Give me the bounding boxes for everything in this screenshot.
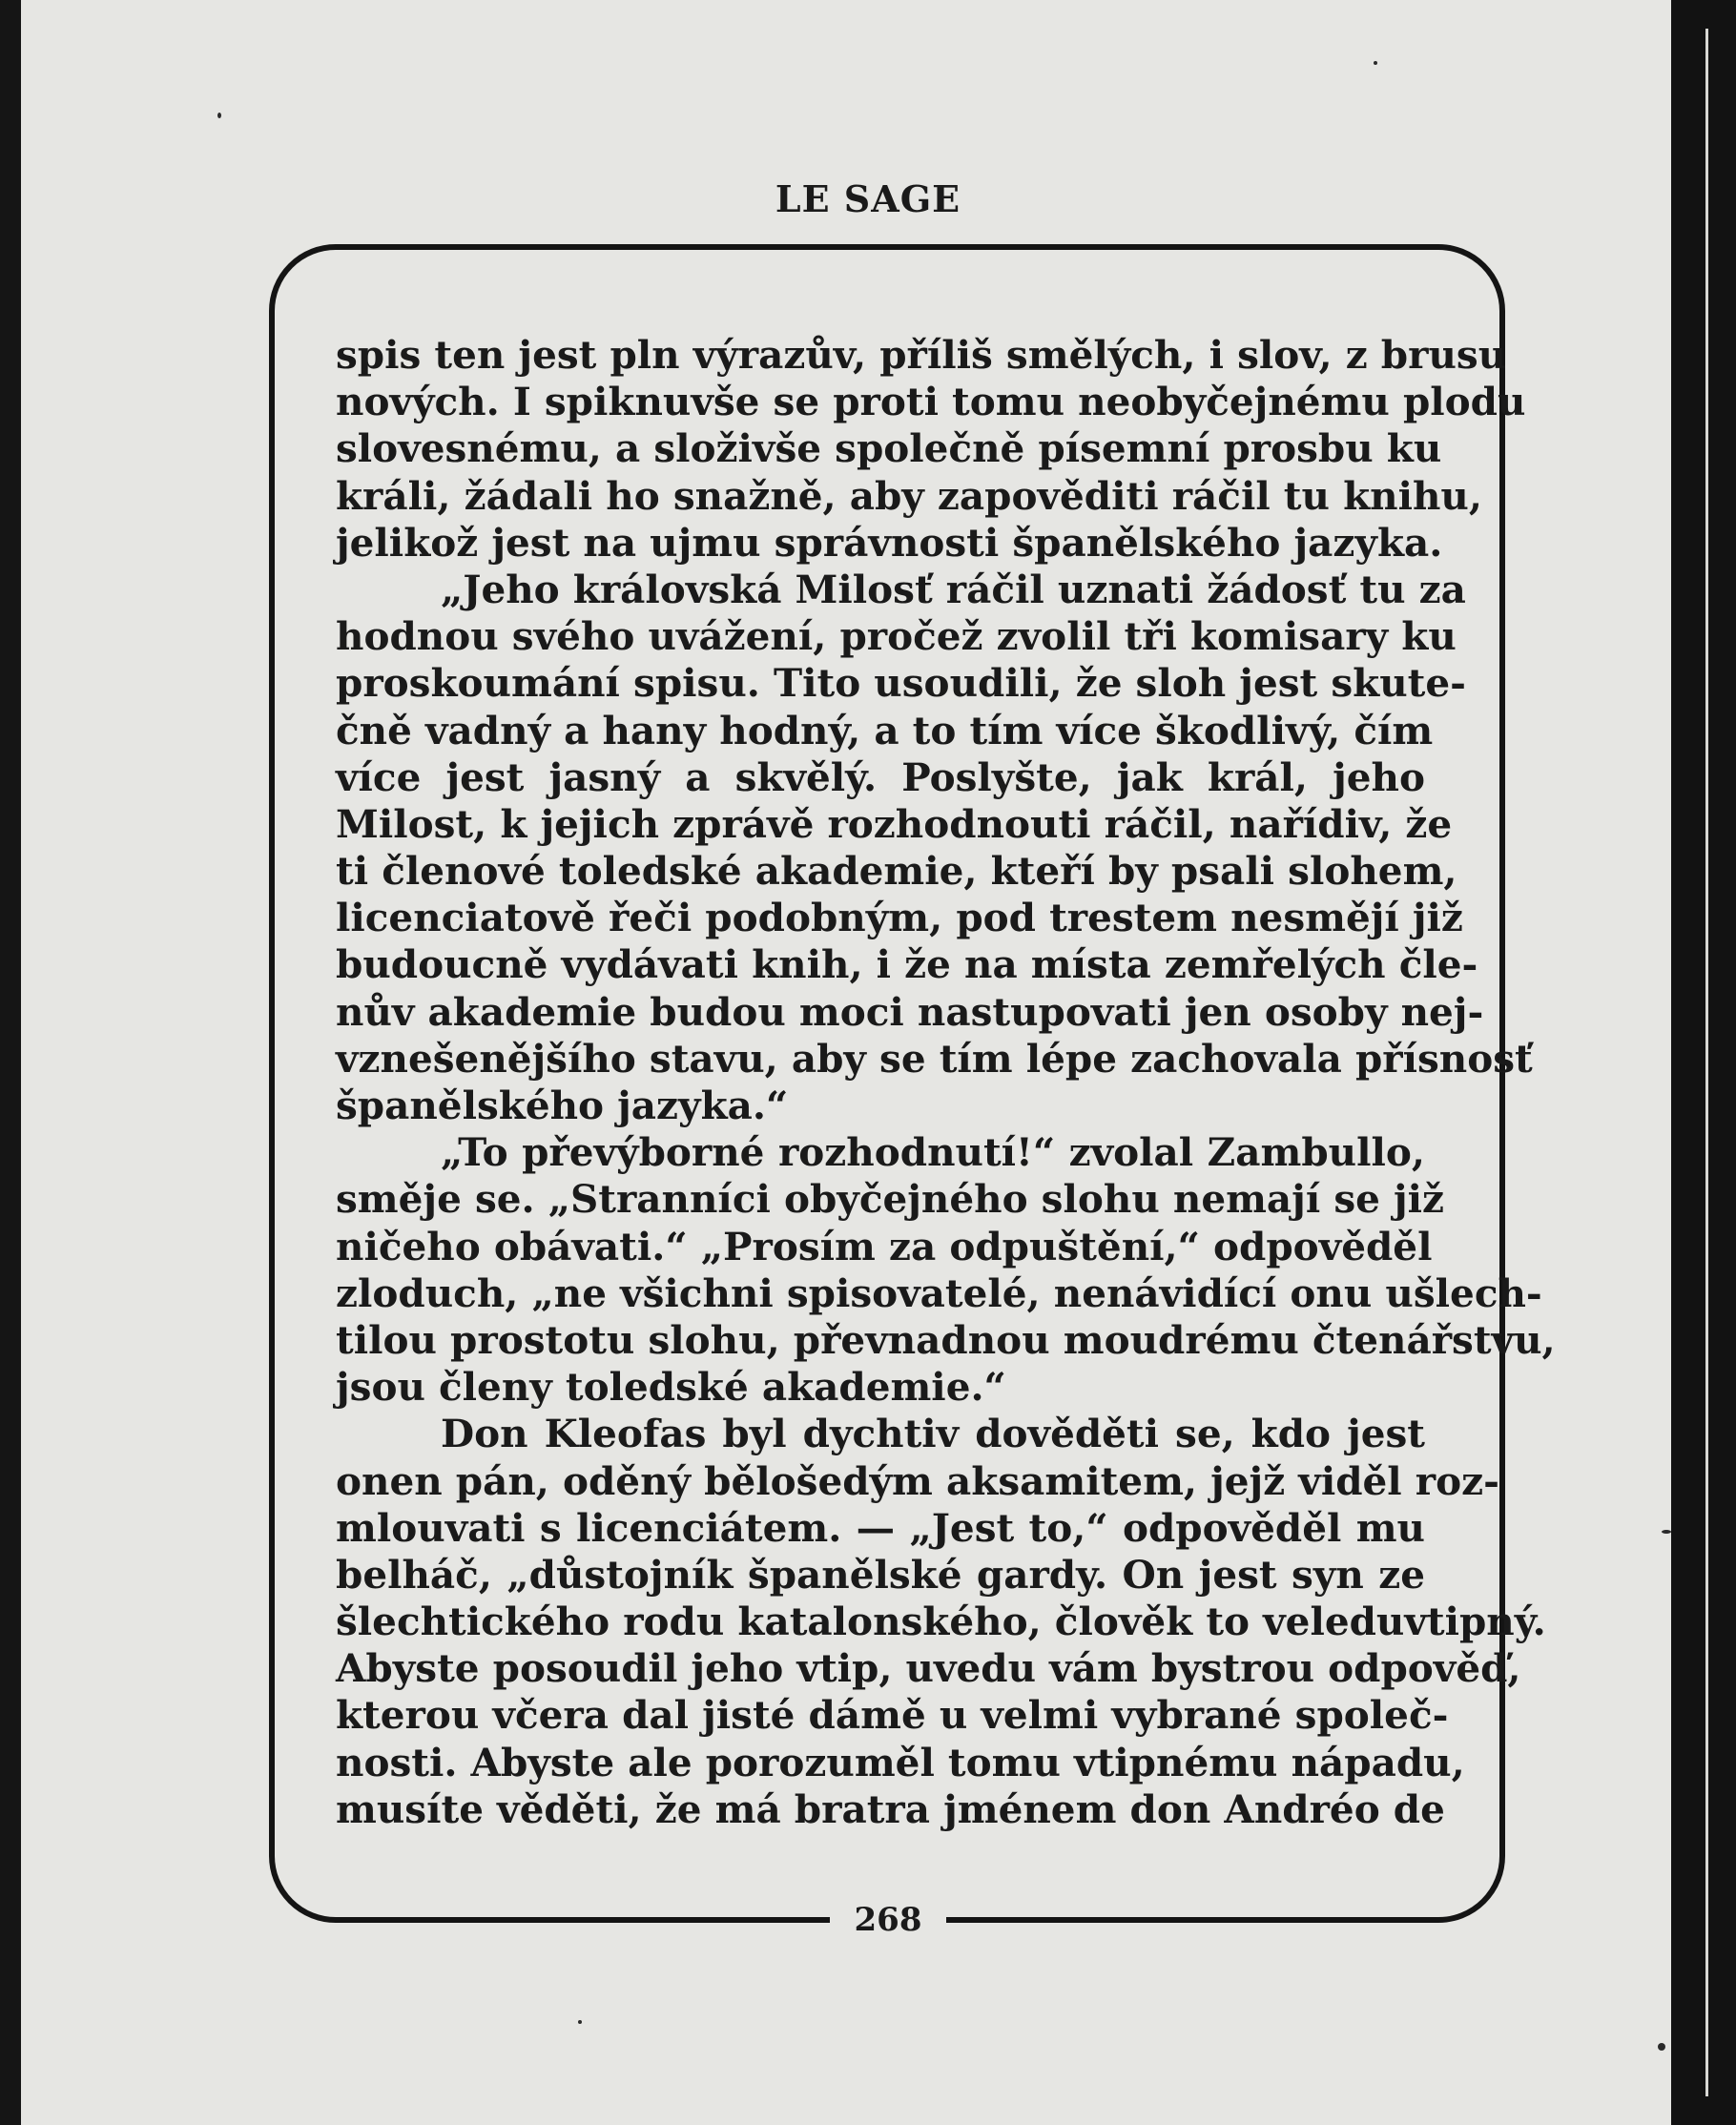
text-line: nosti. Abyste ale porozuměl tomu vtipnému nápadu, xyxy=(336,1739,1465,1785)
adjacent-page-edge xyxy=(1705,29,1708,2096)
body-text xyxy=(336,332,1556,1833)
text-line: mlouvati s licenciátem. — „Jest to,“ odpověděl mu xyxy=(336,1504,1425,1551)
text-line: Don Kleofas byl dychtiv dověděti se, kdo jest xyxy=(441,1411,1425,1457)
text-line: nův akademie budou moci nastupovati jen osoby nej- xyxy=(336,988,1484,1035)
text-line: hodnou svého uvážení, pročež zvolil tři komisary ku xyxy=(336,613,1457,660)
running-header: LE SAGE xyxy=(775,177,961,220)
text-line: slovesnému, a složivše společně písemní prosbu ku xyxy=(336,425,1442,472)
text-line: „To převýborné rozhodnutí!“ zvolal Zambullo, xyxy=(441,1129,1425,1176)
page-number: 268 xyxy=(854,1901,922,1939)
text-line: králi, žádali ho snažně, aby zapověditi ráčil tu knihu, xyxy=(336,472,1482,519)
text-line: kterou včera dal jisté dámě u velmi vybrané společ- xyxy=(336,1692,1449,1739)
text-line: tilou prostotu slohu, převnadnou moudrému čtenářstvu, xyxy=(336,1316,1556,1363)
text-line: šlechtického rodu katalonského, člověk to veleduvtipný. xyxy=(336,1599,1546,1645)
page-edge-shadow xyxy=(1671,0,1736,2125)
text-line: spis ten jest pln výrazův, příliš smělých, i slov, z brusu xyxy=(336,332,1507,378)
text-line: vznešenějšího stavu, aby se tím lépe zachovala přísnosť xyxy=(336,1035,1533,1082)
text-line: ti členové toledské akademie, kteří by psali slohem, xyxy=(336,848,1457,895)
text-line: jsou členy toledské akademie.“ xyxy=(336,1364,1006,1411)
text-line: onen pán, oděný bělošedým aksamitem, jejž viděl roz- xyxy=(336,1457,1499,1504)
text-line: belháč, „důstojník španělské gardy. On jest syn ze xyxy=(336,1551,1425,1598)
scan-speck xyxy=(1374,61,1377,65)
text-line: „Jeho královská Milosť ráčil uznati žádosť tu za xyxy=(441,566,1466,612)
text-line: více jest jasný a skvělý. Poslyšte, jak král, jeho xyxy=(336,753,1425,800)
text-line: směje se. „Stranníci obyčejného slohu nemají se již xyxy=(336,1176,1445,1223)
scan-speck xyxy=(1662,1530,1671,1534)
text-line: nových. I spiknuvše se proti tomu neobyčejnému plodu xyxy=(336,379,1526,425)
text-line: musíte věděti, že má bratra jménem don Andréo de xyxy=(336,1785,1445,1832)
text-line: Milost, k jejich zprávě rozhodnouti ráčil, nařídiv, že xyxy=(336,800,1453,847)
text-line: čně vadný a hany hodný, a to tím více škodlivý, čím xyxy=(336,707,1434,753)
text-line: licenciatově řeči podobným, pod trestem nesmějí již xyxy=(336,895,1463,941)
text-line: zloduch, „ne všichni spisovatelé, nenávidící onu ušlech- xyxy=(336,1269,1542,1316)
scan-speck xyxy=(578,2020,582,2024)
text-line: španělského jazyka.“ xyxy=(336,1083,789,1128)
scan-speck xyxy=(217,113,221,118)
text-line: jelikož jest na ujmu správnosti španělského jazyka. xyxy=(336,519,1443,566)
scan-speck xyxy=(1658,2043,1665,2051)
text-line: Abyste posoudil jeho vtip, uvedu vám bystrou odpověď, xyxy=(336,1645,1521,1692)
text-line: budoucně vydávati knih, i že na místa zemřelých čle- xyxy=(336,941,1478,988)
text-line: proskoumání spisu. Tito usoudili, že sloh jest skute- xyxy=(336,660,1466,707)
text-line: ničeho obávati.“ „Prosím za odpuštění,“ odpověděl xyxy=(336,1223,1433,1269)
